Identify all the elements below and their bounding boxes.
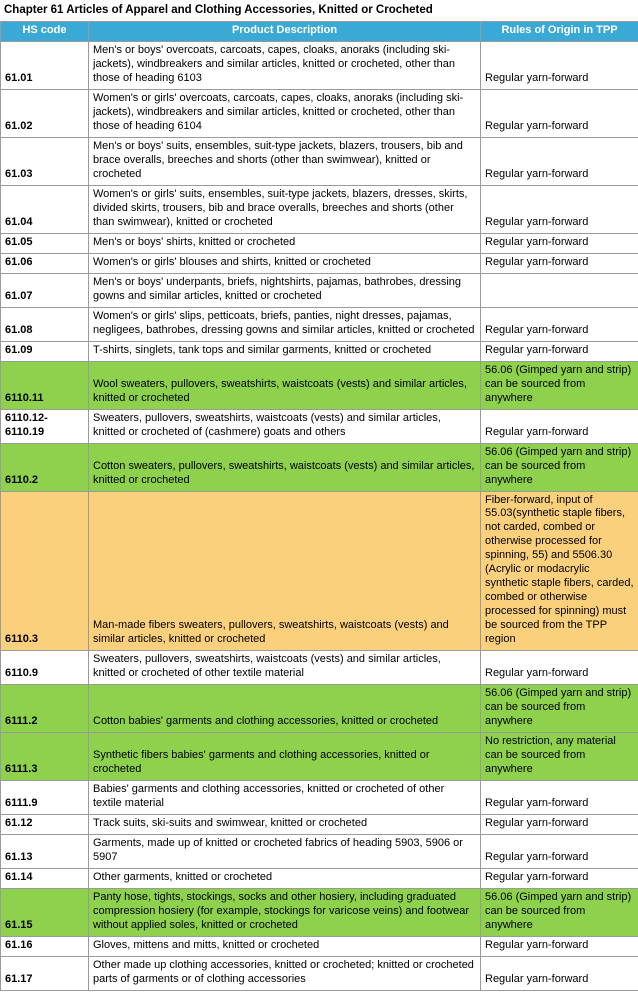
cell-hs-code: 6110.9 [1,651,89,685]
table-row [1,307,638,341]
table-row [1,138,638,186]
table-row [1,888,638,936]
cell-product-description: Men's or boys' overcoats, carcoats, capes, cloaks, anoraks (including ski-jackets), windbreakers and similar articles, knitted or crocheted, other than those of heading 6103 [89,42,481,90]
cell-product-description: Sweaters, pullovers, sweatshirts, waistcoats (vests) and similar articles, knitted or crocheted of (cashmere) goats and others [89,409,481,443]
cell-rule-of-origin: 56.06 (Gimped yarn and strip) can be sourced from anywhere [481,443,638,491]
cell-rule-of-origin: Regular yarn-forward [481,307,638,341]
cell-rule-of-origin: No restriction, any material can be sourced from anywhere [481,733,638,781]
cell-rule-of-origin [481,273,638,307]
cell-rule-of-origin: Regular yarn-forward [481,253,638,273]
cell-hs-code: 61.07 [1,273,89,307]
column-header-product-description: Product Description [89,22,481,42]
cell-product-description: Women's or girls' blouses and shirts, knitted or crocheted [89,253,481,273]
cell-hs-code: 61.02 [1,90,89,138]
table-row [1,651,638,685]
cell-rule-of-origin: Regular yarn-forward [481,233,638,253]
cell-hs-code: 6110.2 [1,443,89,491]
cell-rule-of-origin: Regular yarn-forward [481,42,638,90]
cell-hs-code: 61.01 [1,42,89,90]
cell-rule-of-origin: Regular yarn-forward [481,341,638,361]
cell-product-description: Women's or girls' overcoats, carcoats, capes, cloaks, anoraks (including ski-jackets), windbreakers and similar articles, knitted or crocheted, other than those of heading 6104 [89,90,481,138]
column-header-rules-of-origin: Rules of Origin in TPP [481,22,638,42]
page-title: Chapter 61 Articles of Apparel and Clothing Accessories, Knitted or Crocheted [4,4,433,16]
cell-hs-code: 61.12 [1,814,89,834]
table-row [1,186,638,234]
cell-product-description: Cotton sweaters, pullovers, sweatshirts, waistcoats (vests) and similar articles, knitted or crocheted [89,443,481,491]
cell-product-description: Women's or girls' suits, ensembles, suit-type jackets, blazers, dresses, skirts, divided skirts, trousers, bib and brace overalls, breeches and shorts (other than swimwear), knitted or crocheted [89,186,481,234]
cell-hs-code: 61.05 [1,233,89,253]
cell-product-description: Other made up clothing accessories, knitted or crocheted; knitted or crocheted parts of garments or of clothing accessories [89,956,481,990]
cell-hs-code: 61.03 [1,138,89,186]
table-row [1,273,638,307]
cell-hs-code: 61.17 [1,956,89,990]
cell-rule-of-origin: 56.06 (Gimped yarn and strip) can be sourced from anywhere [481,361,638,409]
table-row [1,361,638,409]
cell-rule-of-origin: Regular yarn-forward [481,956,638,990]
table-row [1,685,638,733]
cell-product-description: Other garments, knitted or crocheted [89,868,481,888]
cell-product-description: Men's or boys' shirts, knitted or crocheted [89,233,481,253]
table-row [1,868,638,888]
cell-rule-of-origin: 56.06 (Gimped yarn and strip) can be sourced from anywhere [481,685,638,733]
cell-product-description: Sweaters, pullovers, sweatshirts, waistcoats (vests) and similar articles, knitted or crocheted of other textile material [89,651,481,685]
table-header-row [1,22,638,42]
cell-rule-of-origin: Regular yarn-forward [481,780,638,814]
cell-rule-of-origin: Regular yarn-forward [481,409,638,443]
cell-rule-of-origin: Regular yarn-forward [481,138,638,186]
table-row [1,814,638,834]
cell-product-description: Women's or girls' slips, petticoats, briefs, panties, night dresses, pajamas, negligees, bathrobes, dressing gowns and similar articles, knitted or crocheted [89,307,481,341]
cell-product-description: Men's or boys' suits, ensembles, suit-type jackets, blazers, trousers, bib and brace overalls, breeches and shorts (other than swimwear), knitted or crocheted [89,138,481,186]
cell-product-description: Babies' garments and clothing accessories, knitted or crocheted of other textile material [89,780,481,814]
table-row [1,409,638,443]
cell-hs-code: 61.09 [1,341,89,361]
cell-hs-code: 61.04 [1,186,89,234]
cell-product-description: Track suits, ski-suits and swimwear, knitted or crocheted [89,814,481,834]
cell-rule-of-origin: Regular yarn-forward [481,651,638,685]
table-row [1,90,638,138]
cell-hs-code: 6110.12-6110.19 [1,409,89,443]
table-row [1,780,638,814]
cell-hs-code: 6110.11 [1,361,89,409]
cell-hs-code: 6111.2 [1,685,89,733]
cell-product-description: Gloves, mittens and mitts, knitted or crocheted [89,936,481,956]
table-row [1,341,638,361]
cell-product-description: Garments, made up of knitted or crocheted fabrics of heading 5903, 5906 or 5907 [89,834,481,868]
cell-rule-of-origin: Regular yarn-forward [481,868,638,888]
table-row [1,42,638,90]
cell-product-description: Man-made fibers sweaters, pullovers, sweatshirts, waistcoats (vests) and similar articles, knitted or crocheted [89,491,481,651]
column-header-hs-code: HS code [1,22,89,42]
cell-product-description: T-shirts, singlets, tank tops and similar garments, knitted or crocheted [89,341,481,361]
table-body [1,42,638,990]
cell-hs-code: 6111.9 [1,780,89,814]
rules-of-origin-table [0,21,638,990]
cell-hs-code: 61.14 [1,868,89,888]
cell-hs-code: 61.08 [1,307,89,341]
cell-product-description: Cotton babies' garments and clothing accessories, knitted or crocheted [89,685,481,733]
cell-rule-of-origin: Regular yarn-forward [481,936,638,956]
cell-hs-code: 61.15 [1,888,89,936]
table-row [1,443,638,491]
cell-rule-of-origin: Regular yarn-forward [481,814,638,834]
table-row [1,834,638,868]
cell-product-description: Panty hose, tights, stockings, socks and other hosiery, including graduated compression hosiery (for example, stockings for varicose veins) and footwear without applied soles, knitted or crocheted [89,888,481,936]
cell-rule-of-origin: 56.06 (Gimped yarn and strip) can be sourced from anywhere [481,888,638,936]
table-row [1,956,638,990]
cell-hs-code: 61.13 [1,834,89,868]
cell-hs-code: 61.06 [1,253,89,273]
cell-rule-of-origin: Regular yarn-forward [481,186,638,234]
cell-product-description: Synthetic fibers babies' garments and clothing accessories, knitted or crocheted [89,733,481,781]
table-row [1,491,638,651]
cell-rule-of-origin: Regular yarn-forward [481,834,638,868]
cell-product-description: Wool sweaters, pullovers, sweatshirts, waistcoats (vests) and similar articles, knitted or crocheted [89,361,481,409]
cell-rule-of-origin: Regular yarn-forward [481,90,638,138]
cell-hs-code: 61.16 [1,936,89,956]
cell-rule-of-origin: Fiber-forward, input of 55.03(synthetic staple fibers, not carded, combed or otherwise processed for spinning, 55) and 5506.30 (Acrylic or modacrylic synthetic staple fibers, carded, combed or otherwise processed for spinning) must be sourced from the TPP region [481,491,638,651]
table-row [1,733,638,781]
cell-hs-code: 6111.3 [1,733,89,781]
cell-product-description: Men's or boys' underpants, briefs, nightshirts, pajamas, bathrobes, dressing gowns and similar articles, knitted or crocheted [89,273,481,307]
cell-hs-code: 6110.3 [1,491,89,651]
table-row [1,936,638,956]
table-row [1,253,638,273]
table-row [1,233,638,253]
